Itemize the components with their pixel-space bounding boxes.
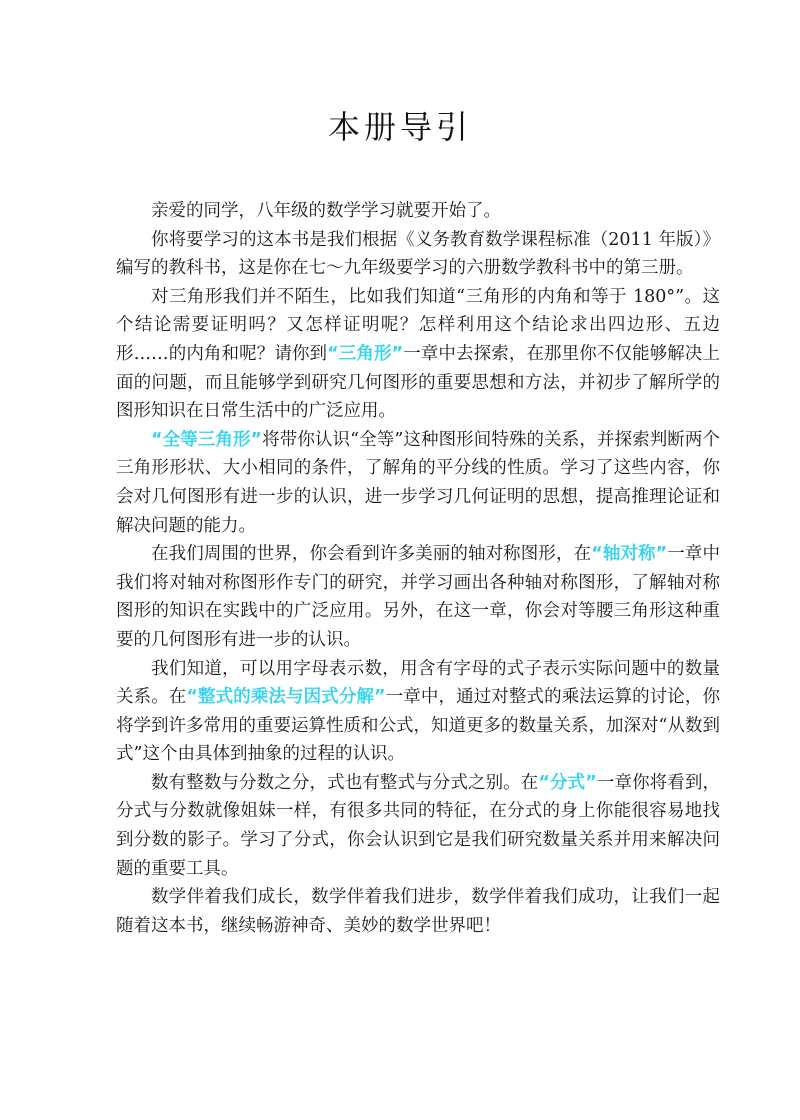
paragraph-text: 一章你将看到，分式与分数就像姐妹一样，有很多共同的特征，在分式的身上你能很容易地找到分数的影子。学习了分式，你会认识到它是我们研究数量关系并用来解决问题的重要工具。 xyxy=(116,772,721,879)
paragraph-text: 亲爱的同学，八年级的数学学习就要开始了。 xyxy=(151,201,501,221)
paragraph-text: 在我们周围的世界，你会看到许多美丽的轴对称图形，在 xyxy=(151,544,592,565)
paragraph-text: 数有整数与分数之分，式也有整式与分式之别。在 xyxy=(151,772,539,793)
paragraph-text: 对三角形我们并不陌生，比如我们知道“三角形的内角和等于 180°”。这个结论需要证明吗？又怎样证明呢？怎样利用这个结论求出四边形、五边形……的内角和呢？请你到 xyxy=(116,286,720,364)
paragraph xyxy=(116,769,720,883)
paragraph xyxy=(116,283,720,426)
paragraph-text: 一章中去探索，在那里你不仅能够解决上面的问题，而且能够学到研究几何图形的重要思想和方法，并初步了解所学的图形知识在日常生活中的广泛应用。 xyxy=(116,343,721,422)
chapter-link-text: “全等三角形” xyxy=(151,429,263,450)
chapter-link-text: “整式的乘法与因式分解” xyxy=(186,687,386,708)
chapter-link-text: “三角形” xyxy=(327,343,404,364)
paragraph-text: 一章中，通过对整式的乘法运算的讨论，你将学到许多常用的重要运算性质和公式，知道更多的数量关系，加深对“从数到式”这个由具体到抽象的过程的认识。 xyxy=(116,687,721,765)
paragraph-text: 一章中我们将对轴对称图形作专门的研究，并学习画出各种轴对称图形，了解轴对称图形的知识在实践中的广泛应用。另外，在这一章，你会对等腰三角形这种重要的几何图形有进一步的认识。 xyxy=(116,544,721,650)
paragraph xyxy=(116,226,720,283)
document-body xyxy=(116,197,720,940)
paragraph xyxy=(116,655,720,769)
paragraph-text: 数学伴着我们成长，数学伴着我们进步，数学伴着我们成功，让我们一起随着这本书，继续畅游神奇、美妙的数学世界吧！ xyxy=(116,887,720,936)
paragraph-text: 你将要学习的这本书是我们根据《义务教育数学课程标准（2011 年版）》编写的教科书，这是你在七～九年级要学习的六册数学教科书中的第三册。 xyxy=(116,229,720,279)
paragraph xyxy=(116,540,720,654)
chapter-link-text: “轴对称” xyxy=(591,544,668,565)
paragraph-text: 将带你认识“全等”这种图形间特殊的关系，并探索判断两个三角形形状、大小相同的条件，了解角的平分线的性质。学习了这些内容，你会对几何图形有进一步的认识，进一步学习几何证明的思想，提高推理论证和解决问题的能力。 xyxy=(116,429,720,536)
paragraph-text: 我们知道，可以用字母表示数，用含有字母的式子表示实际问题中的数量关系。在 xyxy=(116,658,720,708)
chapter-link-text: “分式” xyxy=(538,772,597,793)
page-title: 本册导引 xyxy=(327,108,472,146)
paragraph xyxy=(116,883,720,940)
paragraph xyxy=(116,197,720,226)
paragraph xyxy=(116,426,720,540)
